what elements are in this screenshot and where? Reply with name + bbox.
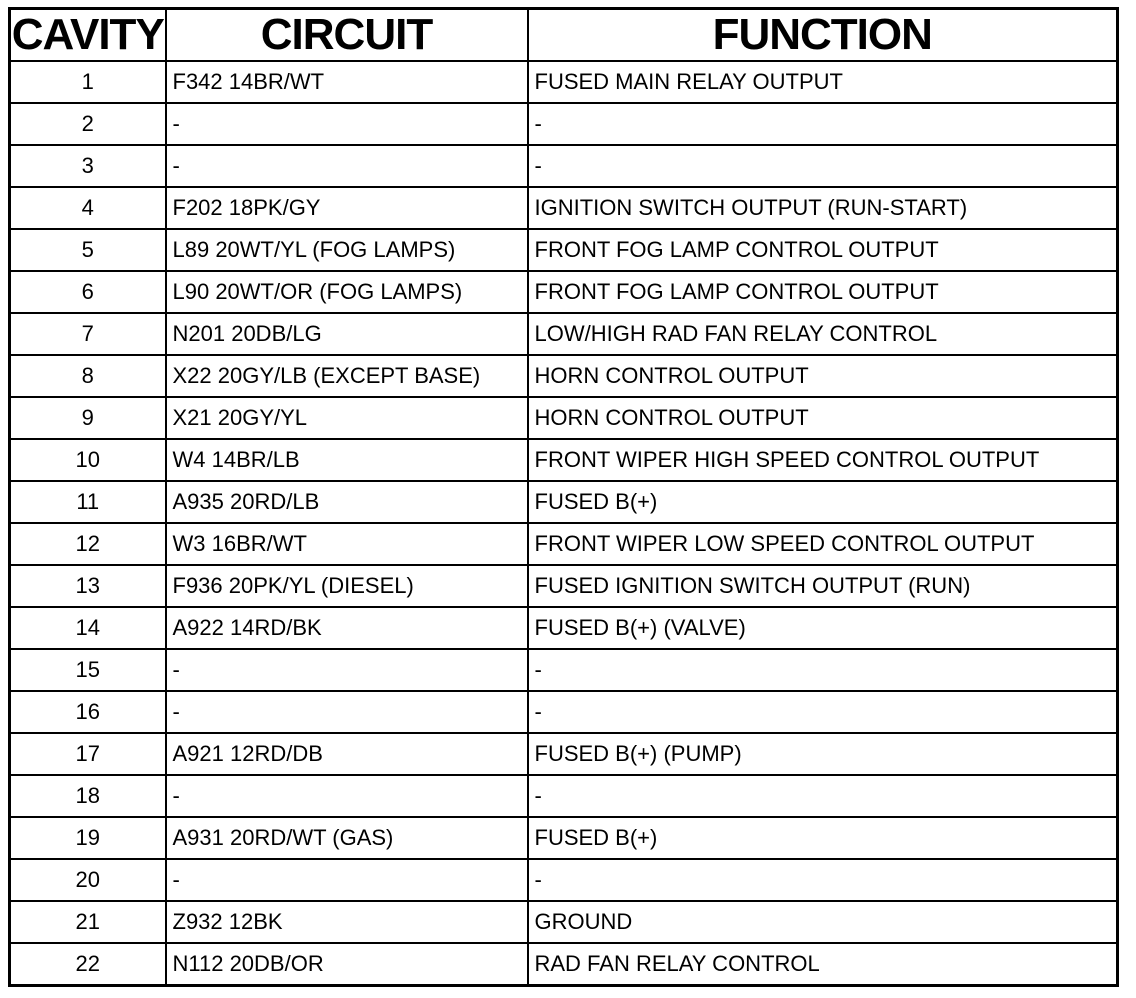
cavity-cell: 20 (10, 859, 166, 901)
cavity-cell: 7 (10, 313, 166, 355)
table-header-row (10, 9, 1118, 62)
header-circuit: CIRCUIT (166, 9, 528, 62)
function-cell: - (528, 649, 1118, 691)
table-row (10, 943, 1118, 986)
circuit-cell: A921 12RD/DB (166, 733, 528, 775)
circuit-cell: Z932 12BK (166, 901, 528, 943)
table-row (10, 271, 1118, 313)
circuit-cell: - (166, 103, 528, 145)
circuit-cell: X21 20GY/YL (166, 397, 528, 439)
circuit-cell: W4 14BR/LB (166, 439, 528, 481)
table-row (10, 649, 1118, 691)
cavity-cell: 2 (10, 103, 166, 145)
table-row (10, 481, 1118, 523)
function-cell: FUSED IGNITION SWITCH OUTPUT (RUN) (528, 565, 1118, 607)
cavity-cell: 8 (10, 355, 166, 397)
function-cell: FUSED B(+) (528, 481, 1118, 523)
table-row (10, 187, 1118, 229)
table-row (10, 355, 1118, 397)
cavity-cell: 12 (10, 523, 166, 565)
function-cell: - (528, 775, 1118, 817)
cavity-cell: 3 (10, 145, 166, 187)
function-cell: FUSED B(+) (528, 817, 1118, 859)
table-row (10, 103, 1118, 145)
cavity-cell: 19 (10, 817, 166, 859)
circuit-cell: N201 20DB/LG (166, 313, 528, 355)
circuit-cell: A931 20RD/WT (GAS) (166, 817, 528, 859)
circuit-cell: - (166, 691, 528, 733)
table-row (10, 775, 1118, 817)
circuit-cell: - (166, 145, 528, 187)
function-cell: HORN CONTROL OUTPUT (528, 397, 1118, 439)
function-cell: - (528, 859, 1118, 901)
table-row (10, 817, 1118, 859)
table-row (10, 397, 1118, 439)
circuit-cell: L89 20WT/YL (FOG LAMPS) (166, 229, 528, 271)
table-row (10, 313, 1118, 355)
table-row (10, 439, 1118, 481)
connector-pinout-table (8, 7, 1119, 987)
table-row (10, 229, 1118, 271)
circuit-cell: F936 20PK/YL (DIESEL) (166, 565, 528, 607)
circuit-cell: X22 20GY/LB (EXCEPT BASE) (166, 355, 528, 397)
table-row (10, 145, 1118, 187)
table-row (10, 523, 1118, 565)
cavity-cell: 16 (10, 691, 166, 733)
function-cell: RAD FAN RELAY CONTROL (528, 943, 1118, 986)
cavity-cell: 18 (10, 775, 166, 817)
cavity-cell: 9 (10, 397, 166, 439)
cavity-cell: 11 (10, 481, 166, 523)
function-cell: FUSED B(+) (VALVE) (528, 607, 1118, 649)
circuit-cell: L90 20WT/OR (FOG LAMPS) (166, 271, 528, 313)
function-cell: IGNITION SWITCH OUTPUT (RUN-START) (528, 187, 1118, 229)
function-cell: - (528, 691, 1118, 733)
table-row (10, 859, 1118, 901)
function-cell: HORN CONTROL OUTPUT (528, 355, 1118, 397)
cavity-cell: 15 (10, 649, 166, 691)
function-cell: FRONT FOG LAMP CONTROL OUTPUT (528, 229, 1118, 271)
table-row (10, 565, 1118, 607)
function-cell: FRONT WIPER LOW SPEED CONTROL OUTPUT (528, 523, 1118, 565)
circuit-cell: F342 14BR/WT (166, 61, 528, 103)
table-row (10, 691, 1118, 733)
function-cell: - (528, 103, 1118, 145)
cavity-cell: 22 (10, 943, 166, 986)
circuit-cell: A935 20RD/LB (166, 481, 528, 523)
header-cavity: CAVITY (10, 9, 166, 62)
circuit-cell: W3 16BR/WT (166, 523, 528, 565)
cavity-cell: 10 (10, 439, 166, 481)
function-cell: FUSED MAIN RELAY OUTPUT (528, 61, 1118, 103)
circuit-cell: - (166, 859, 528, 901)
function-cell: FRONT WIPER HIGH SPEED CONTROL OUTPUT (528, 439, 1118, 481)
table-row (10, 733, 1118, 775)
table-row (10, 61, 1118, 103)
circuit-cell: F202 18PK/GY (166, 187, 528, 229)
function-cell: FRONT FOG LAMP CONTROL OUTPUT (528, 271, 1118, 313)
cavity-cell: 21 (10, 901, 166, 943)
cavity-cell: 6 (10, 271, 166, 313)
function-cell: FUSED B(+) (PUMP) (528, 733, 1118, 775)
cavity-cell: 17 (10, 733, 166, 775)
cavity-cell: 1 (10, 61, 166, 103)
header-function: FUNCTION (528, 9, 1118, 62)
cavity-cell: 5 (10, 229, 166, 271)
cavity-cell: 4 (10, 187, 166, 229)
function-cell: LOW/HIGH RAD FAN RELAY CONTROL (528, 313, 1118, 355)
function-cell: - (528, 145, 1118, 187)
cavity-cell: 14 (10, 607, 166, 649)
circuit-cell: - (166, 775, 528, 817)
table-body (10, 61, 1118, 986)
table-row (10, 607, 1118, 649)
table-row (10, 901, 1118, 943)
circuit-cell: - (166, 649, 528, 691)
circuit-cell: A922 14RD/BK (166, 607, 528, 649)
cavity-cell: 13 (10, 565, 166, 607)
function-cell: GROUND (528, 901, 1118, 943)
circuit-cell: N112 20DB/OR (166, 943, 528, 986)
